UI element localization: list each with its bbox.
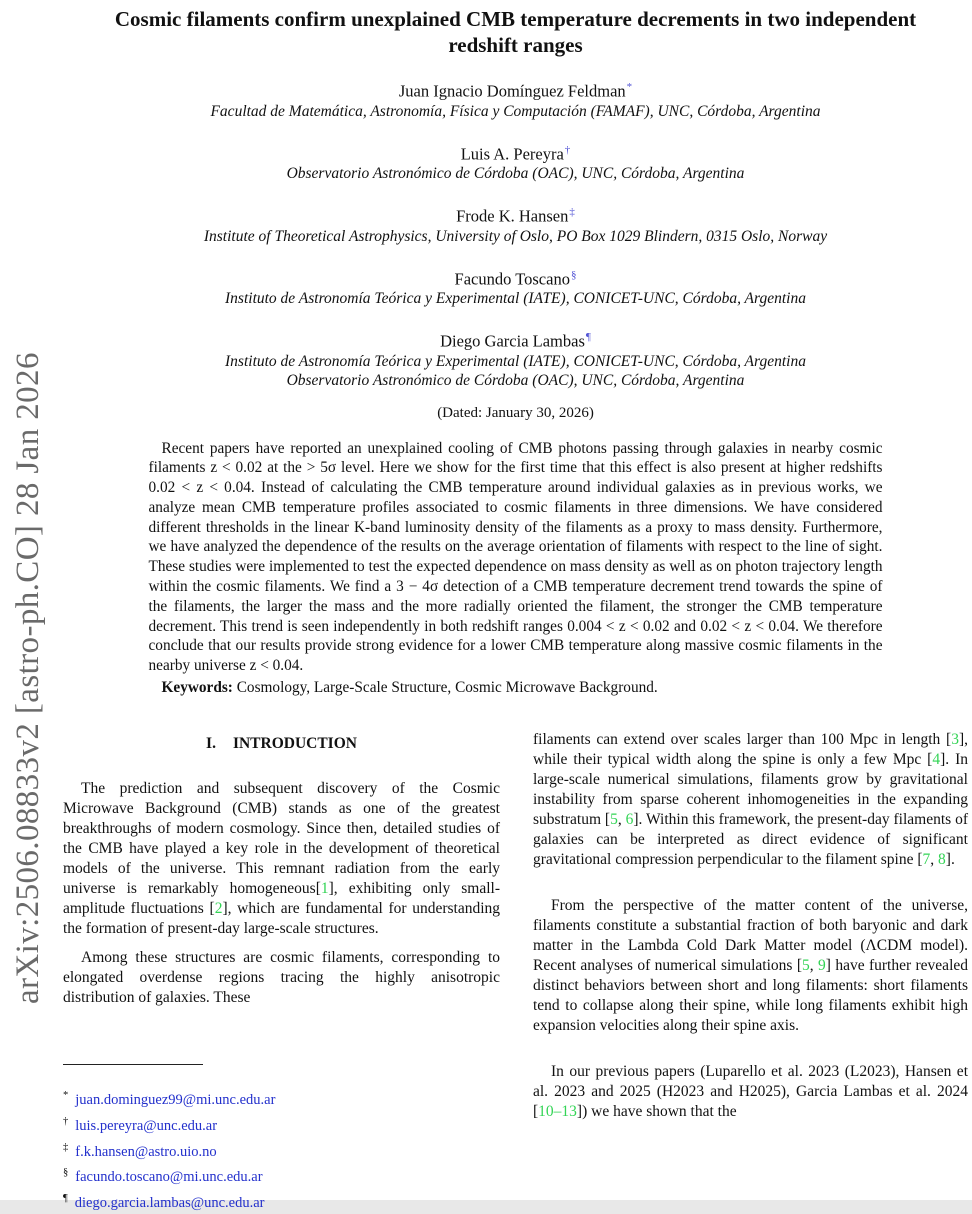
section-number: I.: [206, 735, 216, 753]
citation-link[interactable]: 1: [320, 880, 329, 898]
section-title: INTRODUCTION: [232, 735, 357, 753]
author-affiliation: Observatorio Astronómico de Córdoba (OAC), UNC, Córdoba, Argentina: [286, 371, 745, 389]
paragraph: [533, 1062, 968, 1122]
email-link[interactable]: facundo.toscano@mi.unc.edu.ar: [75, 1169, 263, 1186]
arxiv-watermark: arXiv:2506.08833v2 [astro-ph.CO] 28 Jan 2026: [10, 352, 46, 1004]
footnote-symbol: *: [63, 1090, 69, 1101]
author-footnote-mark[interactable]: *: [626, 81, 633, 93]
author-name: [63, 140, 968, 165]
author-footnote-mark[interactable]: ‡: [569, 206, 575, 218]
citation-link[interactable]: 4: [932, 751, 941, 769]
email-link[interactable]: juan.dominguez99@mi.unc.edu.ar: [75, 1091, 276, 1108]
footnote-row: [63, 1085, 500, 1111]
footnote-row: [63, 1162, 500, 1188]
text-run: ]) we have shown that the: [576, 1103, 737, 1121]
citation-link[interactable]: 8: [938, 851, 946, 869]
footnote-symbol: †: [63, 1115, 69, 1127]
keywords-text: Cosmology, Large-Scale Structure, Cosmic Microwave Background.: [232, 679, 658, 697]
footnote-row: [63, 1188, 500, 1214]
citation-link[interactable]: 2: [214, 900, 223, 918]
paragraph: [63, 779, 500, 939]
text-run: ], which are fundamental for understanding the formation of present-day large-scale structures.: [63, 900, 501, 938]
text-run: From the perspective of the matter content of the universe, filaments constitute a substantial fraction of both baryonic and dark matter in the Lambda Cold Dark Matter model (ΛCDM model). Recent analyses of numerical simulations [: [533, 897, 968, 975]
keywords-label: Keywords:: [161, 679, 233, 697]
author-name: [63, 265, 968, 290]
author-affiliation: Facultad de Matemática, Astronomía, Física y Computación (FAMAF), UNC, Córdoba, Argentina: [210, 102, 821, 120]
author-name: [63, 202, 968, 227]
text-run: ], while their typical width along the spine is only a few Mpc [: [533, 731, 968, 769]
footnote-block: [63, 1064, 500, 1214]
author-name-text: Luis A. Pereyra: [460, 144, 564, 163]
email-link[interactable]: f.k.hansen@astro.uio.no: [75, 1143, 217, 1160]
author-affiliation: Instituto de Astronomía Teórica y Experimental (IATE), CONICET-UNC, Córdoba, Argentina: [225, 290, 806, 307]
author-footnote-mark[interactable]: ¶: [585, 331, 591, 343]
author-block: [63, 327, 968, 390]
paper-title: Cosmic filaments confirm unexplained CMB temperature decrements in two independent redshift ranges: [114, 7, 917, 57]
text-run: In our previous papers (Luparello et al. 2023 (L2023), Hansen et al. 2023 and 2025 (H2023 and H2025), Garcia Lambas et al. 2024 [: [533, 1063, 968, 1121]
paper-content: [63, 6, 968, 1122]
text-run: ,: [617, 811, 626, 829]
section-heading: [63, 735, 500, 753]
text-run: ], exhibiting only small-amplitude fluctuations [: [63, 880, 500, 918]
dated-line: (Dated: January 30, 2026): [437, 404, 594, 421]
footnote-rule: [63, 1064, 203, 1065]
text-run: Among these structures are cosmic filaments, corresponding to elongated overdense regions tracing the highly anisotropic distribution of galaxies. These: [63, 949, 500, 1007]
citation-link[interactable]: 7: [922, 851, 931, 869]
citation-link[interactable]: 5: [802, 957, 810, 975]
author-name: [63, 77, 968, 102]
text-run: filaments can extend over scales larger than 100 Mpc in length [: [533, 731, 952, 749]
right-column: [533, 730, 968, 1122]
email-link[interactable]: diego.garcia.lambas@unc.edu.ar: [74, 1195, 265, 1212]
keywords-line: [149, 679, 883, 697]
author-name-text: Frode K. Hansen: [456, 206, 569, 226]
author-name-text: Juan Ignacio Domínguez Feldman: [398, 81, 626, 101]
footnote-symbol: ¶: [63, 1193, 68, 1205]
paragraph: [533, 896, 968, 1036]
email-link[interactable]: luis.pereyra@unc.edu.ar: [75, 1117, 218, 1134]
author-block: [63, 140, 968, 184]
text-run: ]. Within this framework, the present-day filaments of galaxies can be interpreted as direct evidence of significant gravitational compression perpendicular to the filament spine [: [533, 811, 968, 869]
text-run: ,: [930, 851, 939, 869]
footnote-row: [63, 1111, 500, 1137]
footnote-symbol: ‡: [63, 1141, 69, 1153]
citation-link[interactable]: 6: [625, 811, 634, 829]
footnote-symbol: §: [63, 1167, 69, 1179]
author-footnote-mark[interactable]: †: [564, 143, 571, 156]
citation-link[interactable]: 5: [610, 811, 618, 829]
author-affiliation: Instituto de Astronomía Teórica y Experimental (IATE), CONICET-UNC, Córdoba, Argentina: [225, 352, 806, 370]
text-run: ]. In large-scale numerical simulations, filaments grow by gravitational instability from sparse coherent inhomogeneities in the expanding substratum [: [533, 751, 969, 829]
author-name-text: Facundo Toscano: [454, 269, 570, 288]
author-affiliation: Institute of Theoretical Astrophysics, University of Oslo, PO Box 1029 Blindern, 0315 Oslo, Norway: [203, 227, 828, 245]
author-name-text: Diego Garcia Lambas: [440, 331, 585, 351]
text-run: The prediction and subsequent discovery of the Cosmic Microwave Background (CMB) stands as one of the greatest breakthroughs of modern cosmology. Since then, detailed studies of the CMB have played a key role in the development of theoretical models of the universe. This remnant radiation from the early universe is remarkably homogeneous[: [63, 780, 500, 898]
citation-link[interactable]: 3: [951, 731, 959, 749]
author-footnote-mark[interactable]: §: [570, 268, 577, 281]
paragraph: [63, 948, 500, 1008]
citation-link[interactable]: 10–13: [538, 1103, 577, 1121]
citation-link[interactable]: 9: [818, 957, 826, 975]
author-block: [63, 265, 968, 309]
author-affiliation: Observatorio Astronómico de Córdoba (OAC), UNC, Córdoba, Argentina: [286, 165, 745, 182]
author-name: [63, 327, 968, 352]
text-run: ] have further revealed distinct behaviors between short and long filaments: short filaments tend to collapse along their spine, while long filaments exhibit high expansion velocities along their spine axis.: [533, 957, 969, 1035]
paragraph: [533, 730, 968, 870]
author-block: [63, 77, 968, 121]
abstract: Recent papers have reported an unexplained cooling of CMB photons passing through galaxies in nearby cosmic filaments z < 0.02 at the > 5σ level. Here we show for the first time that this effect is also present at higher redshifts 0.02 < z < 0.04. Instead of calculating the CMB temperature around individual galaxies as in previous works, we analyze mean CMB temperature profiles associated to cosmic filaments in three dimensions. We have considered different thresholds in the linear K-band luminosity density of the filaments as a proxy to mass density. Furthermore, we have analyzed the dependence of the results on the average orientation of filaments with respect to the line of sight. These studies were implemented to test the expected dependence on mass density as well as on photon trajectory length within the cosmic filaments. We find a 3 − 4σ detection of a CMB temperature decrement trend towards the spine of the filaments, the larger the mass and the more radially oriented the filament, the stronger the CMB temperature decrement. This trend is seen independently in both redshift ranges 0.004 < z < 0.02 and 0.02 < z < 0.04. We therefore conclude that our results provide strong evidence for a lower CMB temperature along massive cosmic filaments in the nearby universe z < 0.04.: [148, 439, 883, 675]
footnote-row: [63, 1137, 500, 1163]
author-block: [63, 202, 968, 246]
text-run: ,: [809, 957, 819, 975]
text-run: ].: [945, 851, 955, 869]
